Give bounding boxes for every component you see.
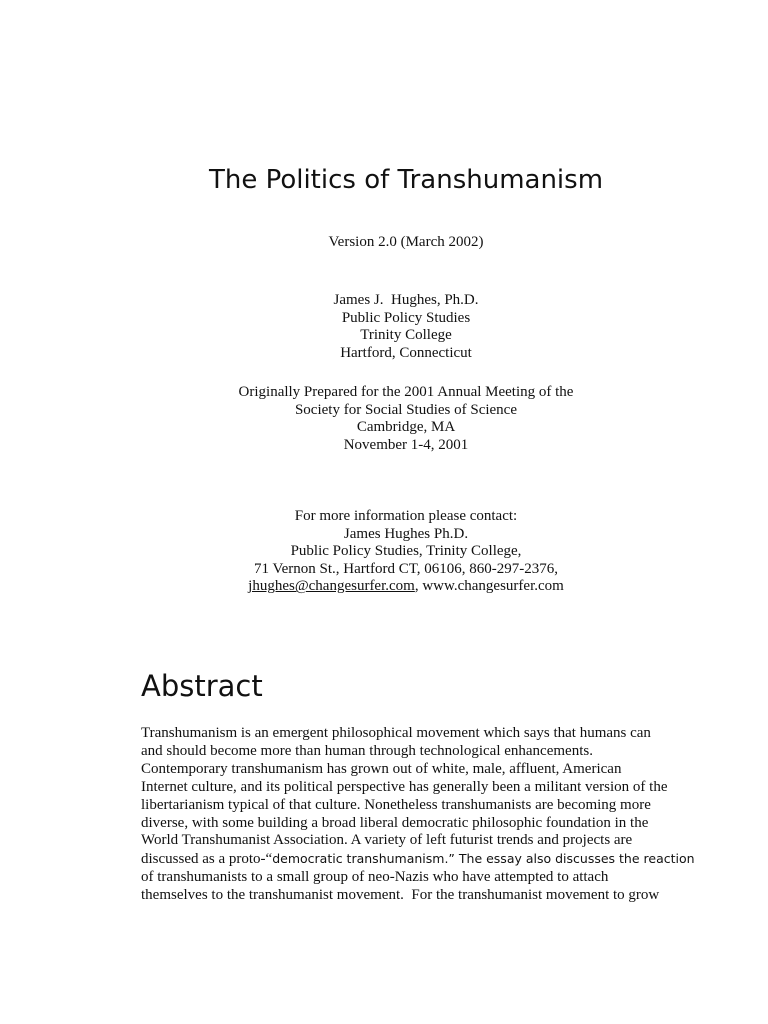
abstract-line-alt-font: democratic transhumanism.” The essay also discusses the reaction: [272, 851, 695, 867]
meeting-dates: November 1-4, 2001: [343, 436, 469, 453]
contact-block: [0, 508, 768, 596]
author-name: James J. Hughes, Ph.D.: [333, 292, 479, 308]
version-line: [0, 234, 768, 252]
abstract-line: [141, 850, 721, 869]
abstract-line-prefix: discussed as a proto-“: [141, 851, 273, 868]
author-location: Hartford, Connecticut: [340, 344, 472, 361]
document-title: The Politics of Transhumanism: [208, 165, 604, 195]
contact-web-line: [0, 578, 768, 596]
website-text: www.changesurfer.com: [422, 578, 564, 595]
meeting-block: [0, 384, 768, 454]
contact-intro: For more information please contact:: [294, 508, 518, 524]
abstract-line: themselves to the transhumanist movement. For the transhumanist movement to grow: [141, 887, 660, 904]
abstract-line: libertarianism typical of that culture. Nonetheless transhumanists are becoming more: [141, 796, 651, 813]
abstract-body: [141, 725, 721, 905]
author-block: [0, 292, 768, 362]
author-institution: Trinity College: [360, 327, 452, 344]
contact-address: 71 Vernon St., Hartford CT, 06106, 860-297-2376,: [254, 560, 558, 577]
abstract-line: diverse, with some building a broad liberal democratic philosophic foundation in the: [141, 814, 649, 831]
contact-affiliation: Public Policy Studies, Trinity College,: [290, 543, 522, 560]
contact-name: James Hughes Ph.D.: [343, 525, 469, 542]
meeting-city: Cambridge, MA: [356, 419, 456, 436]
meeting-line: Originally Prepared for the 2001 Annual Meeting of the: [238, 384, 574, 400]
author-department: Public Policy Studies: [341, 309, 471, 326]
web-separator: ,: [414, 578, 423, 595]
abstract-line: Transhumanism is an emergent philosophical movement which says that humans can: [141, 725, 651, 741]
abstract-line: Contemporary transhumanism has grown out of white, male, affluent, American: [141, 760, 622, 777]
abstract-line: and should become more than human through technological enhancements.: [141, 742, 593, 759]
abstract-line: Internet culture, and its political perspective has generally been a militant version of the: [141, 778, 668, 795]
abstract-heading: Abstract: [141, 669, 263, 703]
email-link[interactable]: jhughes@changesurfer.com: [248, 578, 415, 595]
meeting-society: Society for Social Studies of Science: [294, 401, 518, 418]
version-text: Version 2.0 (March 2002): [328, 234, 484, 250]
abstract-line: World Transhumanist Association. A variety of left futurist trends and projects are: [141, 832, 633, 849]
abstract-line: of transhumanists to a small group of neo-Nazis who have attempted to attach: [141, 869, 609, 886]
